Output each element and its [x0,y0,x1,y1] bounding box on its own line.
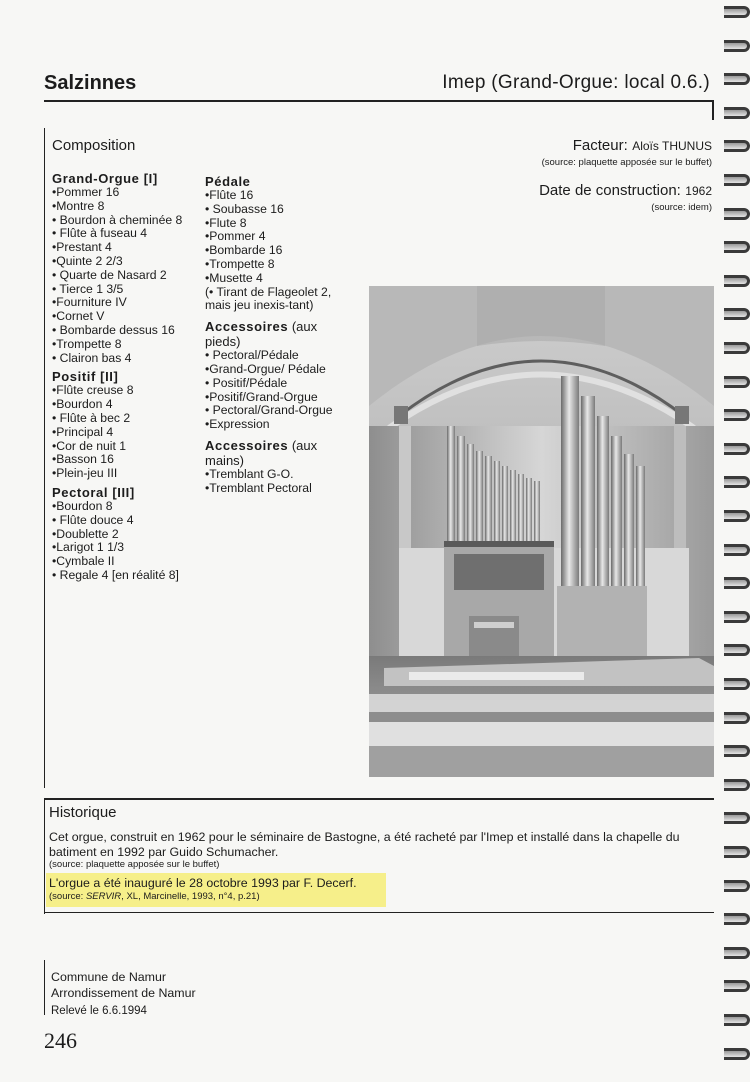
pectoral-heading: Pectoral [III] [52,484,135,500]
stop-item: •Pommer 4 [205,229,266,244]
stop-item: • Flûte à bec 2 [52,410,131,425]
positif-stops [52,384,202,481]
accessoires-pieds-label: Accessoires [205,319,289,335]
stop-item: •Montre 8 [52,198,105,213]
stop-item: •Positif/Grand-Orgue [205,389,318,404]
binding-coil [724,611,750,623]
composition-column-right [205,174,335,496]
stop-item: •Grand-Orgue/ Pédale [205,361,326,376]
accessoires-mains-suffix: (aux mains) [205,437,318,468]
historique-source: (source: plaquette apposée sur le buffet) [49,859,220,871]
header-rule [44,100,714,102]
arrondissement: Arrondissement de Namur [51,986,196,1000]
binding-coil [724,73,750,85]
inauguration-text: L'orgue a été inauguré le 28 octobre 1993 par F. Decerf. [49,876,357,890]
binding-coil [724,308,750,320]
inauguration-source-pre: (source: [49,891,86,902]
header-vertical-rule [712,100,714,120]
stop-item: • Flûte à fuseau 4 [52,226,148,241]
historique-left-rule [44,798,45,914]
stop-item: • Pectoral/Pédale [205,348,299,363]
stop-item: •Cornet V [52,309,105,324]
binding-coil [724,107,750,119]
accessoires-pieds-list [205,349,335,432]
binding-coil [724,409,750,421]
page-number: 246 [44,1028,77,1053]
stop-item: •Flute 8 [205,215,247,230]
binding-coil [724,275,750,287]
stop-item: •Doublette 2 [52,526,119,541]
binding-coil [724,140,750,152]
binding-coil [724,947,750,959]
stop-item: •Fourniture IV [52,295,127,310]
historique-rule [44,798,714,800]
facteur-label: Facteur: [572,137,628,154]
accessoires-pieds-suffix: (aux pieds) [205,319,318,350]
stop-item: •Larigot 1 1/3 [52,540,125,555]
positif-heading: Positif [II] [52,369,119,385]
composition-column-left [52,171,202,583]
stop-item: •Pommer 16 [52,185,120,199]
stop-item: •Expression [205,417,270,432]
binding-coil [724,745,750,757]
stop-item: • Clairon bas 4 [52,350,132,365]
accessoires-mains-label: Accessoires [205,437,289,453]
pedale-stops [205,189,335,313]
footer-block [51,969,196,1001]
stop-item: •Musette 4 [205,270,263,285]
stop-item: • Tierce 1 3/5 [52,281,124,296]
footer-left-rule [44,960,45,1015]
stop-item: •Cor de nuit 1 [52,438,127,453]
historique-bottom-rule [44,912,714,913]
date-label: Date de construction: [539,182,681,199]
stop-item: • Positif/Pédale [205,375,288,390]
stop-item: •Bombarde 16 [205,243,283,258]
accessoires-mains-list [205,468,335,496]
stop-item: •Basson 16 [52,452,114,467]
binding-coil [724,577,750,589]
accessoires-mains-heading [205,438,335,468]
stop-item: • Flûte douce 4 [52,512,134,527]
binding-coil [724,913,750,925]
historique-title: Historique [49,804,117,821]
stop-item: •Bourdon 8 [52,498,113,513]
pectoral-stops [52,500,202,583]
location-title: Imep (Grand-Orgue: local 0.6.) [442,72,710,93]
stop-item: •Quinte 2 2/3 [52,253,123,268]
organ-photo-svg [369,286,714,777]
binding-coil [724,6,750,18]
inauguration-source-post: , XL, Marcinelle, 1993, n°4, p.21) [121,891,260,902]
place-title: Salzinnes [44,72,137,94]
grand-orgue-heading: Grand-Orgue [I] [52,171,158,186]
binding-coil [724,712,750,724]
binding-coil [724,812,750,824]
stop-item: •Tremblant Pectoral [205,480,312,495]
date-block [539,182,712,213]
binding-coil [724,376,750,388]
date-value: 1962 [685,184,712,198]
binding-coil [724,342,750,354]
stop-item: • Soubasse 16 [205,201,284,216]
stop-item: • Pectoral/Grand-Orgue [205,403,333,418]
binding-coil [724,544,750,556]
stop-item: •Principal 4 [52,424,114,439]
binding-coil [724,510,750,522]
binding-coil [724,40,750,52]
binding-coil [724,980,750,992]
historique-text-block [49,830,717,871]
stop-item: •Tremblant G-O. [205,466,294,481]
binding-coil [724,208,750,220]
stop-item: •Bourdon 4 [52,397,113,412]
stop-item: •Flûte 16 [205,188,254,202]
stop-item: •Trompette 8 [52,336,122,351]
composition-title: Composition [52,137,136,154]
binding-coil [724,443,750,455]
binding-coil [724,779,750,791]
binding-coil [724,1048,750,1060]
stop-item: (• Tirant de Flageolet 2, mais jeu inexis-tant) [205,284,332,313]
releve-date: Relevé le 6.6.1994 [51,1005,147,1017]
spiral-binding [716,0,750,1082]
stop-item: •Cymbale II [52,554,115,569]
binding-coil [724,476,750,488]
facteur-source: (source: plaquette apposée sur le buffet) [541,157,712,168]
stop-item: • Bombarde dessus 16 [52,322,175,337]
organ-photograph [369,286,714,777]
binding-coil [724,1014,750,1026]
grand-orgue-stops [52,186,202,365]
binding-coil [724,644,750,656]
date-source: (source: idem) [651,202,712,213]
page-header [44,70,714,100]
stop-item: • Quarte de Nasard 2 [52,267,167,282]
binding-coil [724,174,750,186]
facteur-value: Aloïs THUNUS [632,139,712,153]
stop-item: •Prestant 4 [52,240,112,255]
inauguration-source [49,891,260,902]
binding-coil [724,846,750,858]
composition-left-rule [44,128,45,788]
stop-item: •Flûte creuse 8 [52,383,134,398]
facteur-block [542,137,712,168]
accessoires-pieds-heading [205,319,335,349]
inauguration-source-title: SERVIR [85,891,122,902]
pedale-heading: Pédale [205,174,251,189]
binding-coil [724,678,750,690]
binding-coil [724,880,750,892]
stop-item: •Plein-jeu III [52,466,118,481]
stop-item: • Regale 4 [en réalité 8] [52,567,179,582]
stop-item: • Bourdon à cheminée 8 [52,212,183,227]
binding-coil [724,241,750,253]
commune: Commune de Namur [51,970,167,984]
historique-text: Cet orgue, construit en 1962 pour le séminaire de Bastogne, a été racheté par l'Imep et installé dans la chapelle du batiment en 1992 par Guido Schumacher. [49,830,680,859]
stop-item: •Trompette 8 [205,256,275,271]
